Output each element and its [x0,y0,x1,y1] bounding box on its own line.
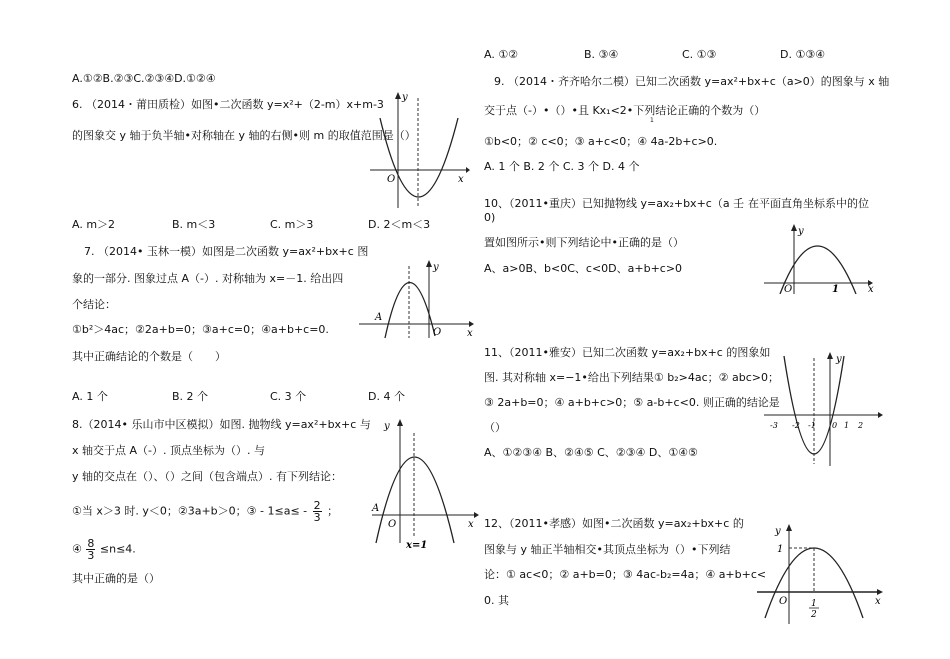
q12-stem-line3: 论：① ac<0；② a+b=0；③ 4ac-b₂=4a；④ a+b+c< [484,568,767,581]
q10-options: A、a>0B、b<0C、c<0D、a+b+c>0 [484,262,683,275]
q7-stem-line1: 7. （2014• 玉林一模）如图是二次函数 y=ax²+bx+c 图 [84,245,369,258]
q7-option-a: A. 1 个 [72,390,108,403]
q6-stem-line2: 的图象交 y 轴于负半轴•对称轴在 y 轴的右侧•则 m 的取值范围是（） [72,129,416,142]
q10-stem-line1b: 在平面直角坐标系中的位 [748,197,869,210]
q7-question: 其中正确结论的个数是（ ） [72,350,226,363]
q12-half-numerator: 1 [811,599,817,609]
q11-stem-line4: （） [484,421,506,434]
q8-option-b: B. ③④ [584,48,619,61]
q12-stem-line2: 图象与 y 轴正半轴相交•其顶点坐标为（）•下列结 [484,543,731,556]
q7-x-arrow [469,321,474,327]
q10-parabola-figure [762,222,877,294]
q12-parabola-figure [755,520,885,625]
q7-origin-label: O [433,327,442,338]
q11-stem-line2: 图. 其对称轴 x=−1•给出下列结果① b₂>4ac；② abc>0； [484,371,780,384]
q9-conclusions: ①b<0；② c<0；③ a+c<0；④ 4a-2b+c>0. [484,135,718,148]
q10-y-arrow [791,224,797,231]
q12-stem-line1: 12、（2011•孝感）如图•二次函数 y=ax₂+bx+c 的 [484,517,744,530]
q6-x-label: x [458,174,464,185]
q11-tick-neg1: -1 [808,421,816,430]
q6-option-b: B. m＜3 [172,218,216,231]
q7-x-label: x [467,328,473,339]
q10-x-label: x [868,284,874,294]
q12-one-label: 1 [777,544,784,555]
q7-parabola-figure [357,258,475,340]
q11-stem-line1: 11、（2011•雅安）已知二次函数 y=ax₂+bx+c 的图象如 [484,346,771,359]
q8-conclusions-line1 [72,500,338,523]
q11-tick-neg3: -3 [770,421,778,430]
q11-tick-neg2: -2 [792,421,800,430]
q8-stem-line1: 8.（2014• 乐山市中区模拟）如图. 抛物线 y=ax²+bx+c 与 [72,418,371,431]
q7-point-a-label: A [375,312,383,323]
q6-option-d: D. 2＜m＜3 [368,218,431,231]
q8-parabola-figure [370,415,480,550]
q11-options: A、①②③④ B、②④⑤ C、②③④ D、①④⑤ [484,446,698,459]
q10-origin-label: O [784,284,793,294]
q8-parabola [376,457,454,543]
q6-parabola [380,118,458,197]
q10-y-label: y [798,226,804,237]
q11-tick-1: 1 [844,421,850,430]
q11-tick-2: 2 [858,421,864,430]
q8-symmetry-label: x=1 [406,540,428,550]
q6-origin-label: O [387,174,396,185]
q6-stem-line1: 6. （2014・莆田质检）如图•二次函数 y=x²+（2-m）x+m-3 [72,98,384,111]
q7-option-d: D. 4 个 [368,390,405,403]
q8-fraction8-numerator: 8 [87,537,95,550]
q7-parabola [385,282,435,338]
q6-y-label: y [402,92,408,103]
q12-y-arrow [786,524,792,531]
q10-stem-line1a: 10、（2011•重庆）已知抛物线 y=ax₂+bx+c（a 壬 [484,197,745,210]
q6-y-arrow [395,92,401,99]
q8-x-arrow [474,512,479,518]
q12-stem-line4: 0. 其 [484,594,509,607]
q7-stem-line3: 个结论： [72,298,116,311]
q9-stem-line1: 9. （2014・齐齐哈尔二模）已知二次函数 y=ax²+bx+c（a>0）的图象与 x 轴 [494,75,890,88]
q11-x-arrow [878,412,883,418]
q9-options: A. 1 个 B. 2 个 C. 3 个 D. 4 个 [484,160,640,173]
q8-y-label: y [384,421,390,432]
q11-tick-zero: 0 [832,421,838,430]
q7-option-b: B. 2 个 [172,390,209,403]
q7-option-c: C. 3 个 [270,390,307,403]
q8-origin-label: O [388,519,397,530]
q8-conclusions-line2 [72,538,136,561]
q8-point-a-label: A [372,503,380,514]
q8-option-a: A. ①② [484,48,519,61]
q8-option-c: C. ①③ [682,48,717,61]
q12-x-label: x [875,596,881,607]
q11-stem-line3: ③ 2a+b=0；④ a+b+c>0；⑤ a-b+c<0. 则正确的结论是 [484,396,780,409]
q12-half-denominator: 2 [811,610,817,620]
q12-y-label: y [775,526,781,537]
q8-conclusion4-rest: ≤n≤4. [99,542,136,556]
q8-option-d: D. ①③④ [780,48,826,61]
q8-fraction-two-thirds [313,500,322,523]
q7-conclusions: ①b²＞4ac；②2a+b=0；③a+c=0；④a+b+c=0. [72,323,329,336]
q12-origin-label: O [779,596,788,607]
q8-conclusion4-prefix: ④ [72,542,82,556]
q11-y-arrow [827,352,833,359]
q5-answer-options: A.①②B.②③C.②③④D.①②④ [72,72,216,85]
q8-conclusions-end: ； [327,504,339,518]
q10-one-label: 1 [832,284,839,294]
q8-stem-line3: y 轴的交点在（）、（）之间（包含端点）. 有下列结论： [72,470,342,483]
q8-question: 其中正确的是（） [72,572,160,585]
q8-fraction-numerator: 2 [313,499,321,512]
q9-tiny-subscript: 1 [650,117,654,124]
q8-y-arrow [397,419,403,426]
q8-fraction8-denominator: 3 [87,549,95,562]
q8-conclusions-text: ①当 x＞3 时. y＜0；②3a+b＞0；③ - 1≤a≤ - [72,504,308,518]
q8-x-label: x [468,519,474,530]
q6-x-arrow [466,167,470,173]
q10-stem-line3: 置如图所示•则下列结论中•正确的是（） [484,236,684,249]
q7-y-label: y [433,262,439,273]
q9-stem-line2: 交于点（-）•（）•且 Kx₁<2•下列结论正确的个数为（） [484,104,766,117]
q8-fraction-denominator: 3 [313,511,321,524]
q10-stem-line2: 0) [484,211,496,224]
q8-fraction-eight-thirds [86,538,95,561]
q11-y-label: y [836,354,842,365]
q8-stem-line2: x 轴交于点 A（-）. 顶点坐标为（）. 与 [72,444,265,457]
q7-stem-line2: 象的一部分. 图象过点 A（-）. 对称轴为 x=－1. 给出四 [72,272,344,285]
q6-option-c: C. m＞3 [270,218,314,231]
q6-option-a: A. m＞2 [72,218,116,231]
q11-parabola-figure [762,348,884,468]
q6-parabola-figure [370,90,470,210]
q7-y-arrow [426,260,432,267]
q12-x-arrow [877,589,883,595]
